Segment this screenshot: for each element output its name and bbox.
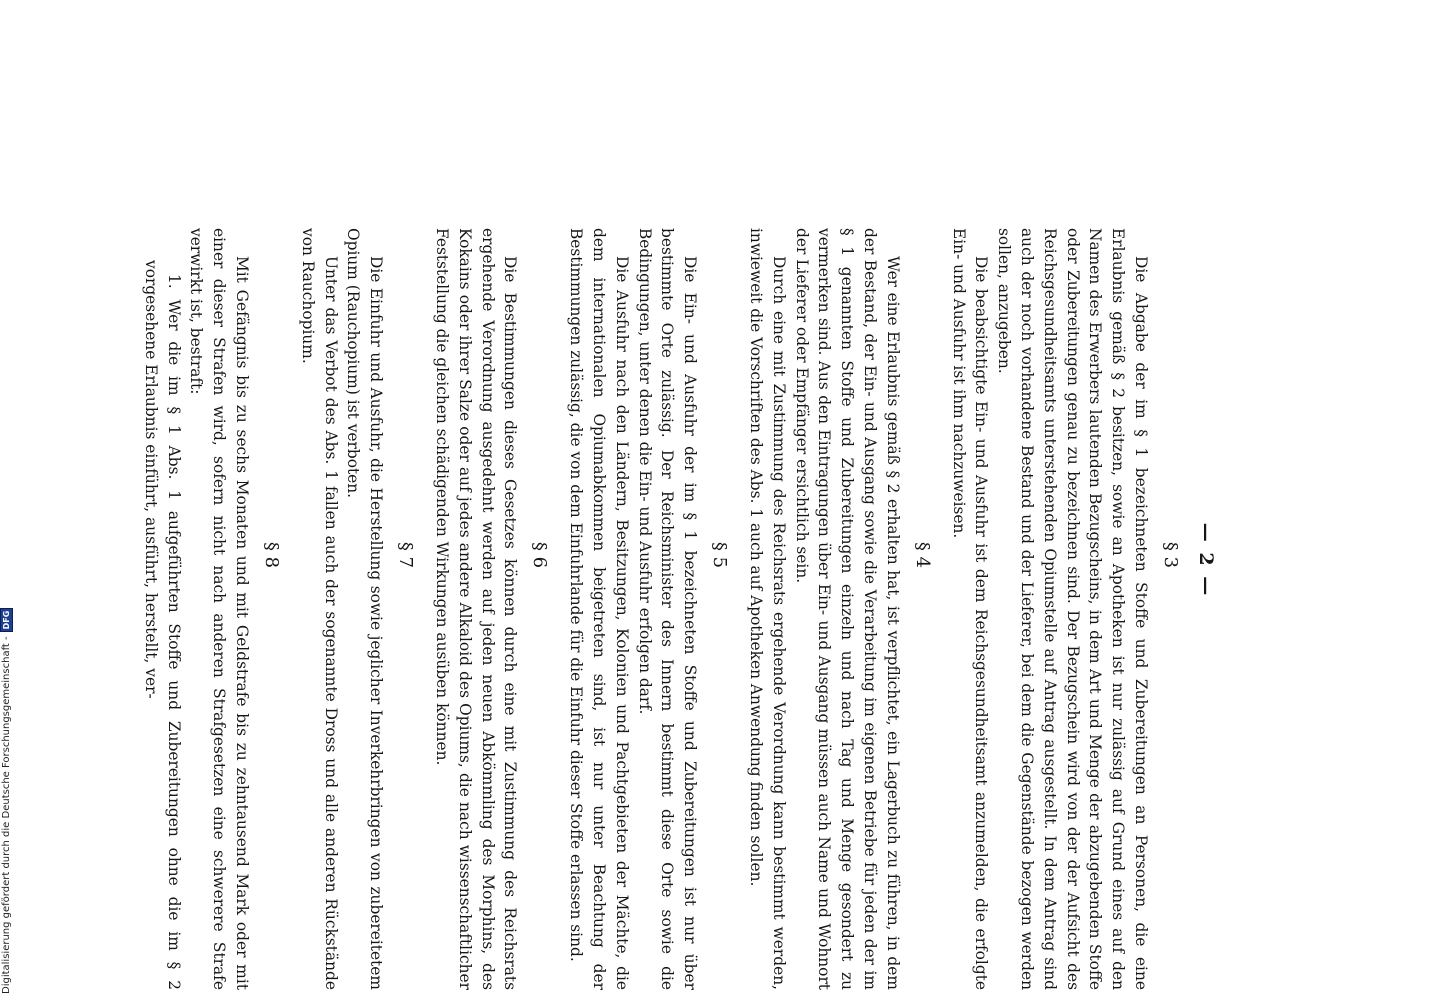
section-heading: § 8 [261, 541, 283, 569]
section-7 [296, 0, 416, 1000]
section-heading: § 6 [529, 541, 551, 569]
section-heading: § 3 [1160, 541, 1181, 569]
paragraph: Wer eine Erlaubnis gemäß § 2 erhalten hat, ist verpflichtet, ein Lagerbuch zu führen, in dem der Bestand, der Ein- und Ausgang sowie die Verarbeitung im eigenen Betriebe für jeden der im § 1 genannten Stoffe und Zubereitungen einzeln und nach Tag und Menge gesondert zu vermerken sind. Aus den Eintragungen über Ein- und Ausgang müssen auch Name und Wohnort der Lieferer oder Empfänger ersichtlich sein. [792, 228, 902, 990]
section-4 [744, 0, 933, 1000]
section-heading: § 5 [709, 541, 731, 569]
paragraph: Durch eine mit Zustimmung des Reichsrats ergehende Verordnung kann bestimmt werden, inwieweit die Vorschriften des Abs. 1 auch auf Apotheken Anwendung finden sollen. [747, 228, 788, 990]
paragraph: Die Ausfuhr nach den Ländern, Besitzungen, Kolonien und Pachtgebieten der Mächte, die dem internationalen Opiumabkommen beigetreten sind, ist nur unter Beachtung der Bestimmungen zulässig, die von dem Einfuhrlande für die Einfuhr dieser Stoffe erlassen sind. [567, 228, 631, 990]
paragraph: Die beabsichtigte Ein- und Ausfuhr ist dem Reichsgesundheitsamt anzumelden, die erfolgte Ein- und Ausfuhr ist ihm nachzuweisen. [949, 228, 991, 990]
paragraph: Die Abgabe der im § 1 bezeichneten Stoffe und Zubereitungen an Personen, die eine Erlaubnis gemäß § 2 besitzen, sowie an Apotheken ist nur zulässig auf Grund eines auf den Namen des Erwerbers lautenden Bezugscheins, in dem Art und Menge der abzugebenden Stoffe oder Zubereitungen genau zu bezeichnen sind. Der Bezugschein wird von der der Aufsicht des Reichsgesundheitsamts unterstehenden Opiumstelle auf Antrag ausgestellt. In dem Antrag sind auch der noch vorhandene Bestand und der Lieferer, bei dem die Gegenstände bezogen werden sollen, anzugeben. [995, 228, 1150, 990]
paragraph: Unter das Verbot des Abs. 1 fallen auch der sogenannte Dross und alle anderen Rückstände von Rauchopium. [298, 228, 340, 990]
page-content [125, 0, 1217, 1000]
section-heading: § 7 [395, 541, 417, 569]
section-5 [564, 0, 730, 1000]
paragraph: Mit Gefängnis bis zu sechs Monaten und mit Geldstrafe bis zu zehntausend Mark oder mit einer dieser Strafen wird, sofern nicht nach anderen Strafgesetzen eine schwerere Strafe verwirkt ist, bestraft: [187, 228, 252, 990]
dfg-logo: DFG [0, 608, 13, 633]
section-3 [947, 0, 1181, 1000]
paragraph: Die Ein- und Ausfuhr der im § 1 bezeichneten Stoffe und Zubereitungen ist nur über bestimmte Orte zulässig. Der Reichsminister des Innern bestimmt diese Orte sowie die Bedingungen, unter denen die Ein- und Ausfuhr erfolgen darf. [635, 228, 700, 990]
section-6 [430, 0, 550, 1000]
digitization-credit [0, 608, 13, 1000]
credit-text: Digitalisierung gefördert durch die Deutsche Forschungsgemeinschaft - [1, 636, 12, 994]
page-number: — 2 — [1195, 522, 1217, 598]
list-item: 1. Wer die im § 1 Abs. 1 aufgeführten Stoffe und Zubereitungen ohne die im § 2 vorgesehene Erlaubnis einführt, ausführt, herstellt, ver- [141, 260, 183, 990]
section-8 [139, 0, 282, 1000]
section-heading: § 4 [911, 541, 933, 569]
paragraph: Die Bestimmungen dieses Gesetzes können durch eine mit Zustimmung des Reichsrats ergehende Verordnung ausgedehnt werden auf jeden neuen Abkömmling des Morphins, des Kokains oder ihrer Salze oder auf jedes andere Alkaloid des Opiums, die nach wissenschaftlicher Feststellung die gleichen schädigenden Wirkungen ausüben können. [433, 228, 520, 990]
paragraph: Die Einfuhr und Ausfuhr, die Herstellung sowie jeglicher Inverkehrbringen von zubereitetem Opium (Rauchopium) ist verboten. [344, 228, 386, 990]
